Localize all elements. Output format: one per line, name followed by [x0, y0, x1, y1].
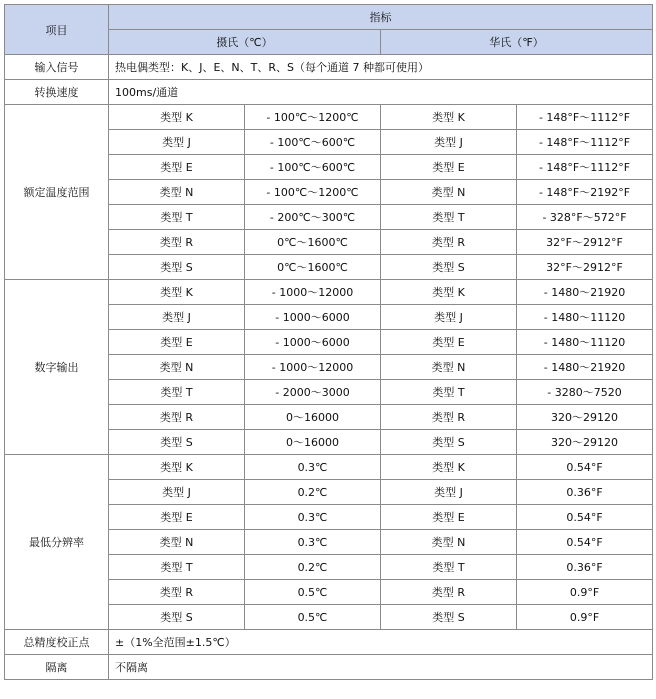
digital-output-type-f: 类型 N — [381, 355, 517, 380]
min-resolution-fahrenheit-value: 0.36°F — [517, 555, 653, 580]
rated-range-fahrenheit-value: - 148°F～1112°F — [517, 130, 653, 155]
digital-output-type-f: 类型 S — [381, 430, 517, 455]
min-resolution-celsius-value: 0.2℃ — [245, 555, 381, 580]
rated-range-fahrenheit-value: - 148°F～1112°F — [517, 105, 653, 130]
min-resolution-type-f: 类型 J — [381, 480, 517, 505]
rated-range-type-f: 类型 J — [381, 130, 517, 155]
min-resolution-type-c: 类型 K — [109, 455, 245, 480]
rated-range-celsius-value: - 100℃～600℃ — [245, 130, 381, 155]
min-resolution-type-c: 类型 N — [109, 530, 245, 555]
rated-range-type-c: 类型 J — [109, 130, 245, 155]
digital-output-type-c: 类型 R — [109, 405, 245, 430]
rated-range-row — [5, 105, 653, 130]
header-row — [5, 5, 653, 30]
min-resolution-type-f: 类型 E — [381, 505, 517, 530]
isolation-label: 隔离 — [5, 655, 109, 680]
rated-range-type-f: 类型 T — [381, 205, 517, 230]
header-spec: 指标 — [109, 5, 653, 30]
rated-range-fahrenheit-value: - 148°F～2192°F — [517, 180, 653, 205]
conversion-speed-row — [5, 80, 653, 105]
input-signal-label: 输入信号 — [5, 55, 109, 80]
min-resolution-fahrenheit-value: 0.36°F — [517, 480, 653, 505]
min-resolution-celsius-value: 0.5℃ — [245, 580, 381, 605]
digital-output-type-f: 类型 R — [381, 405, 517, 430]
digital-output-celsius-value: 0～16000 — [245, 405, 381, 430]
digital-output-type-c: 类型 K — [109, 280, 245, 305]
min-resolution-fahrenheit-value: 0.9°F — [517, 605, 653, 630]
digital-output-celsius-value: - 1000～6000 — [245, 305, 381, 330]
digital-output-fahrenheit-value: 320～29120 — [517, 405, 653, 430]
rated-range-type-c: 类型 T — [109, 205, 245, 230]
digital-output-celsius-value: - 1000～12000 — [245, 280, 381, 305]
rated-range-celsius-value: - 200℃～300℃ — [245, 205, 381, 230]
digital-output-type-f: 类型 J — [381, 305, 517, 330]
min-resolution-type-c: 类型 T — [109, 555, 245, 580]
digital-output-row — [5, 280, 653, 305]
min-resolution-row — [5, 455, 653, 480]
isolation-value: 不隔离 — [109, 655, 653, 680]
rated-range-celsius-value: - 100℃～1200℃ — [245, 105, 381, 130]
digital-output-celsius-value: - 2000～3000 — [245, 380, 381, 405]
spec-table — [4, 4, 653, 680]
rated-range-type-f: 类型 S — [381, 255, 517, 280]
min-resolution-celsius-value: 0.3℃ — [245, 455, 381, 480]
min-resolution-type-c: 类型 R — [109, 580, 245, 605]
total-accuracy-value: ±（1%全范围±1.5℃） — [109, 630, 653, 655]
rated-range-type-f: 类型 K — [381, 105, 517, 130]
min-resolution-fahrenheit-value: 0.54°F — [517, 530, 653, 555]
isolation-row — [5, 655, 653, 680]
digital-output-type-c: 类型 E — [109, 330, 245, 355]
digital-output-type-f: 类型 E — [381, 330, 517, 355]
digital-output-celsius-value: - 1000～12000 — [245, 355, 381, 380]
digital-output-type-c: 类型 N — [109, 355, 245, 380]
min-resolution-label: 最低分辨率 — [5, 455, 109, 630]
digital-output-celsius-value: 0～16000 — [245, 430, 381, 455]
rated-range-type-c: 类型 R — [109, 230, 245, 255]
digital-output-fahrenheit-value: - 1480～21920 — [517, 355, 653, 380]
header-fahrenheit: 华氏（℉） — [381, 30, 653, 55]
digital-output-type-c: 类型 J — [109, 305, 245, 330]
header-item: 项目 — [5, 5, 109, 55]
digital-output-type-f: 类型 T — [381, 380, 517, 405]
input-signal-value: 热电偶类型：K、J、E、N、T、R、S（每个通道 7 种都可使用） — [109, 55, 653, 80]
min-resolution-type-c: 类型 J — [109, 480, 245, 505]
digital-output-type-c: 类型 T — [109, 380, 245, 405]
rated-range-type-f: 类型 E — [381, 155, 517, 180]
min-resolution-type-f: 类型 S — [381, 605, 517, 630]
digital-output-type-f: 类型 K — [381, 280, 517, 305]
header-celsius: 摄氏（℃） — [109, 30, 381, 55]
rated-range-type-f: 类型 R — [381, 230, 517, 255]
min-resolution-fahrenheit-value: 0.54°F — [517, 455, 653, 480]
rated-range-celsius-value: - 100℃～600℃ — [245, 155, 381, 180]
rated-range-celsius-value: - 100℃～1200℃ — [245, 180, 381, 205]
rated-range-label: 额定温度范围 — [5, 105, 109, 280]
digital-output-fahrenheit-value: - 1480～11120 — [517, 330, 653, 355]
digital-output-celsius-value: - 1000～6000 — [245, 330, 381, 355]
min-resolution-celsius-value: 0.3℃ — [245, 530, 381, 555]
min-resolution-type-f: 类型 R — [381, 580, 517, 605]
digital-output-fahrenheit-value: - 3280～7520 — [517, 380, 653, 405]
total-accuracy-label: 总精度校正点 — [5, 630, 109, 655]
min-resolution-fahrenheit-value: 0.54°F — [517, 505, 653, 530]
min-resolution-type-c: 类型 S — [109, 605, 245, 630]
rated-range-type-c: 类型 N — [109, 180, 245, 205]
digital-output-type-c: 类型 S — [109, 430, 245, 455]
rated-range-type-c: 类型 S — [109, 255, 245, 280]
digital-output-fahrenheit-value: 320～29120 — [517, 430, 653, 455]
input-signal-row — [5, 55, 653, 80]
min-resolution-type-f: 类型 N — [381, 530, 517, 555]
min-resolution-celsius-value: 0.2℃ — [245, 480, 381, 505]
conversion-speed-label: 转换速度 — [5, 80, 109, 105]
min-resolution-fahrenheit-value: 0.9°F — [517, 580, 653, 605]
rated-range-type-c: 类型 K — [109, 105, 245, 130]
rated-range-fahrenheit-value: 32°F～2912°F — [517, 230, 653, 255]
rated-range-celsius-value: 0℃～1600℃ — [245, 255, 381, 280]
total-accuracy-row — [5, 630, 653, 655]
min-resolution-type-f: 类型 K — [381, 455, 517, 480]
digital-output-label: 数字输出 — [5, 280, 109, 455]
rated-range-fahrenheit-value: - 328°F～572°F — [517, 205, 653, 230]
conversion-speed-value: 100ms/通道 — [109, 80, 653, 105]
min-resolution-type-c: 类型 E — [109, 505, 245, 530]
min-resolution-celsius-value: 0.5℃ — [245, 605, 381, 630]
rated-range-type-f: 类型 N — [381, 180, 517, 205]
rated-range-celsius-value: 0℃～1600℃ — [245, 230, 381, 255]
min-resolution-celsius-value: 0.3℃ — [245, 505, 381, 530]
digital-output-fahrenheit-value: - 1480～21920 — [517, 280, 653, 305]
digital-output-fahrenheit-value: - 1480～11120 — [517, 305, 653, 330]
rated-range-fahrenheit-value: - 148°F～1112°F — [517, 155, 653, 180]
rated-range-fahrenheit-value: 32°F～2912°F — [517, 255, 653, 280]
rated-range-type-c: 类型 E — [109, 155, 245, 180]
min-resolution-type-f: 类型 T — [381, 555, 517, 580]
